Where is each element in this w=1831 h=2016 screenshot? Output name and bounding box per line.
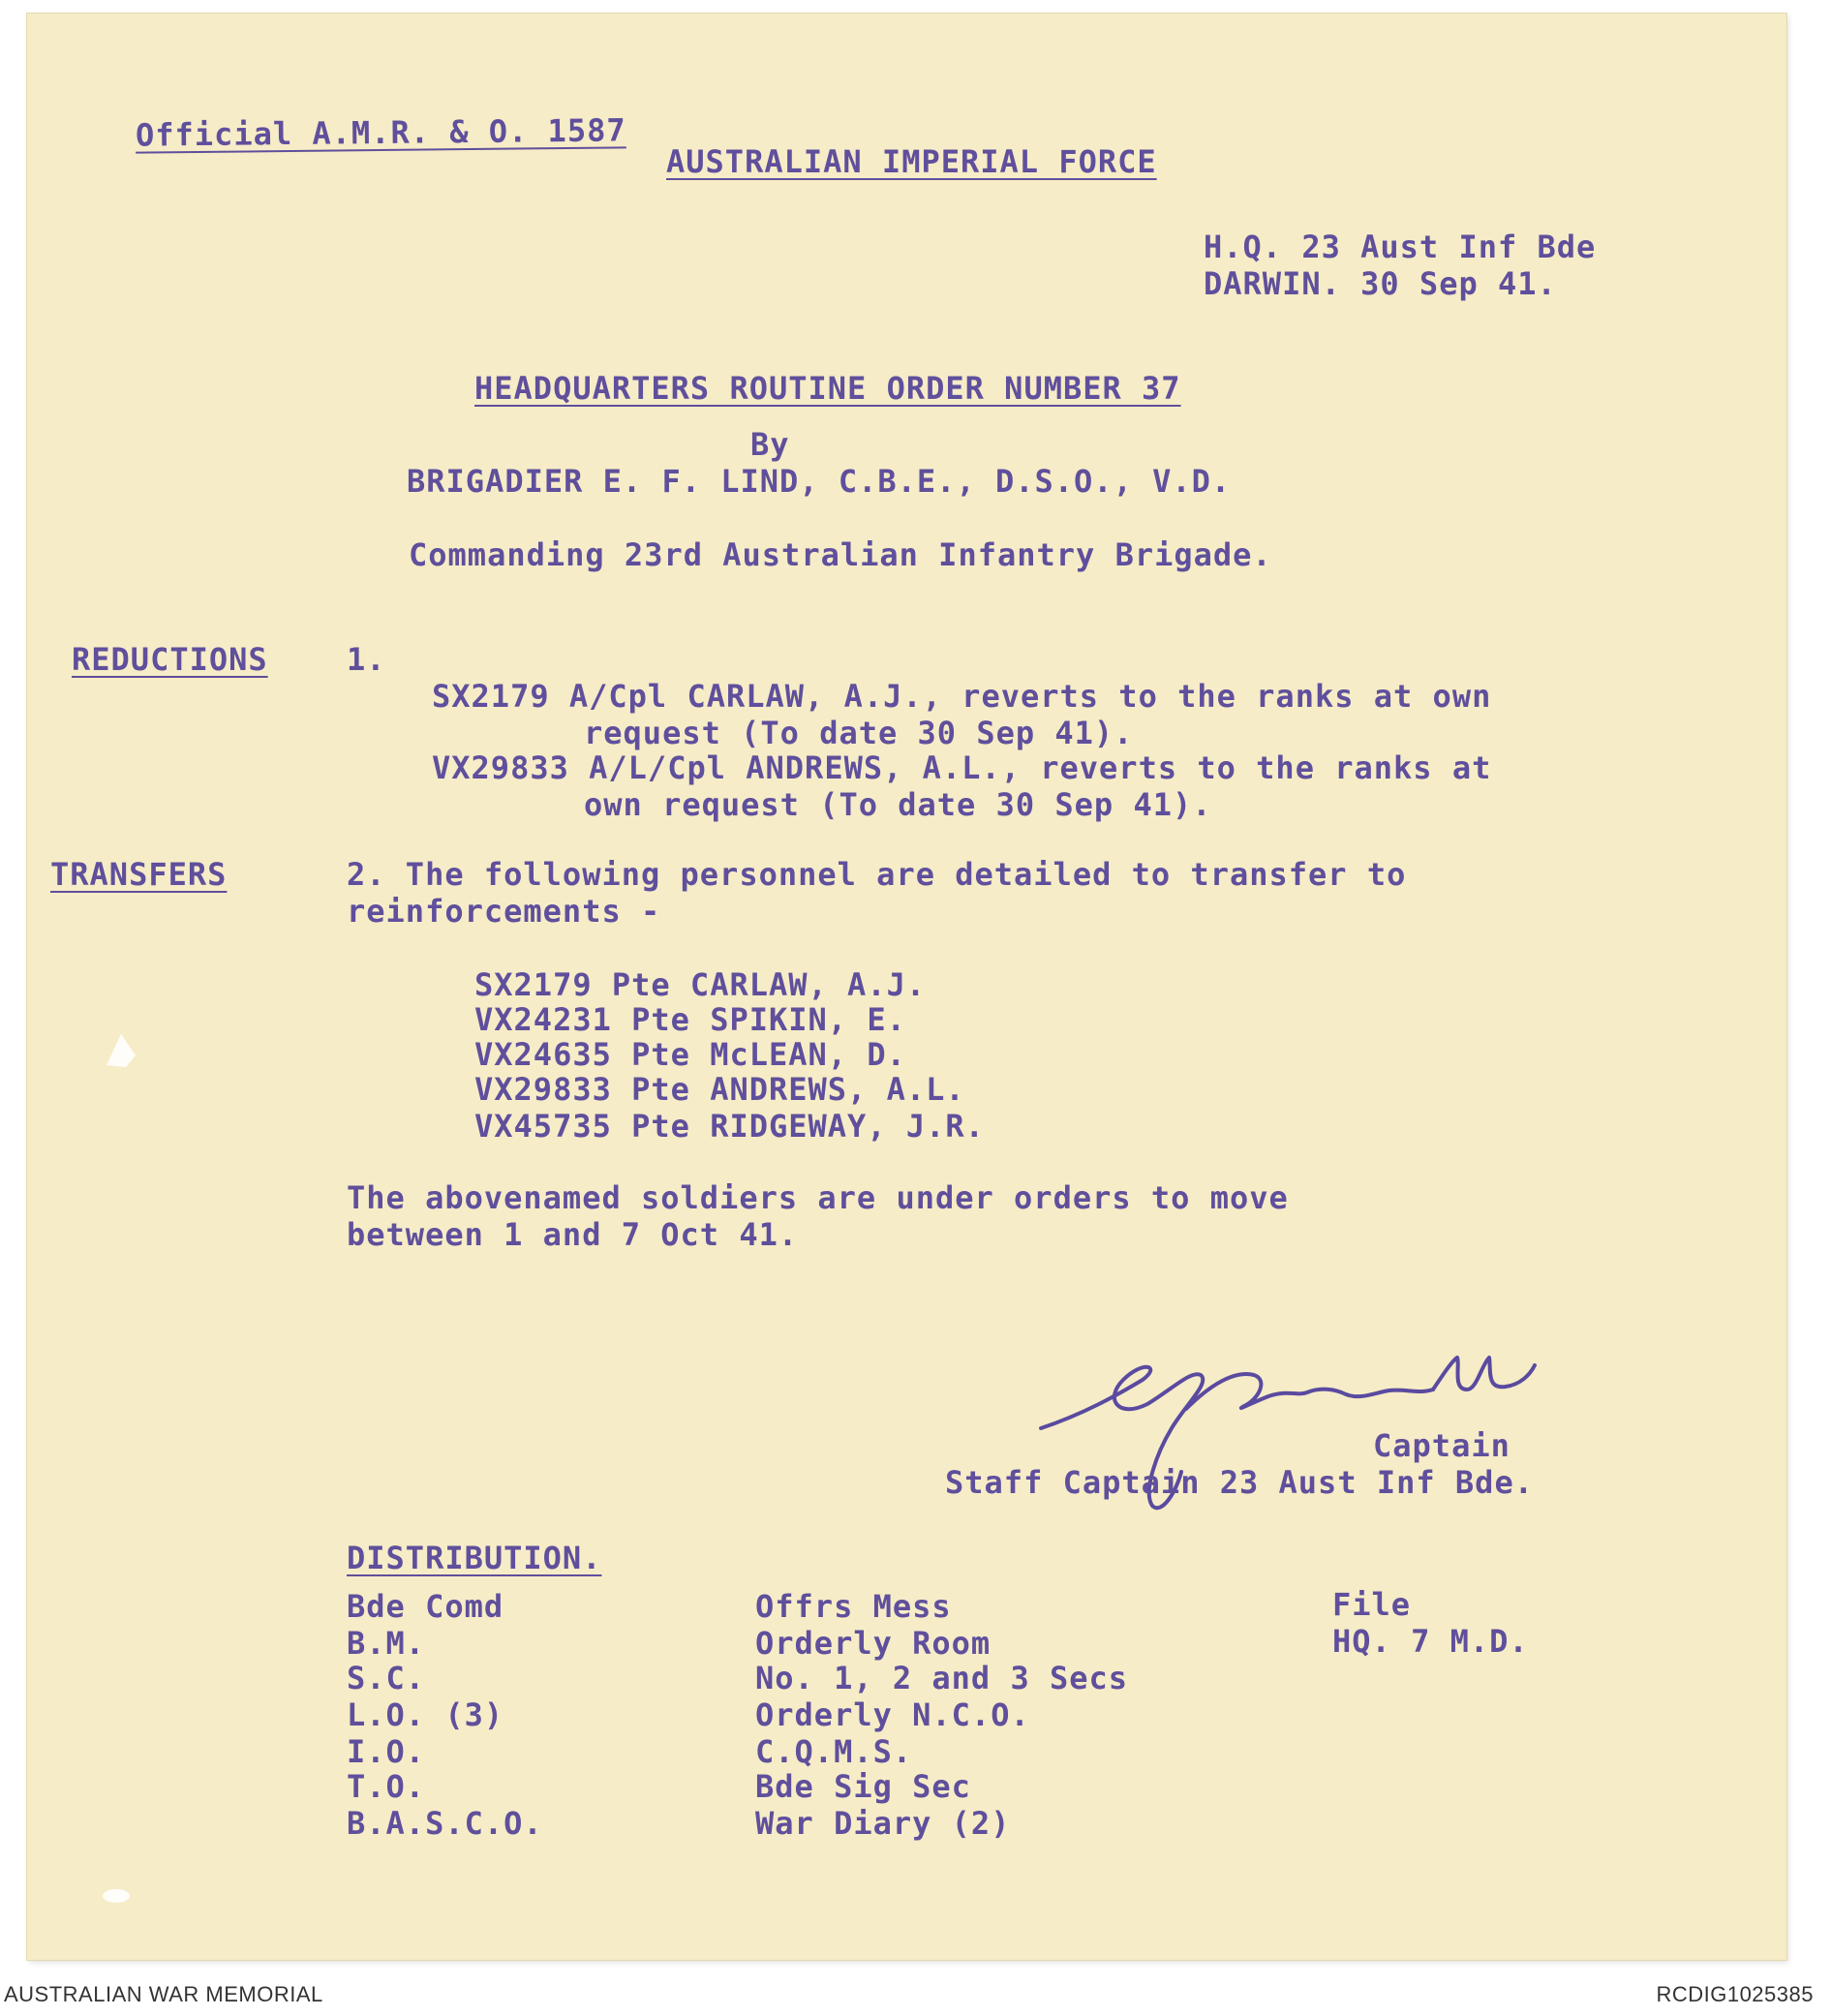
paper-blemish <box>97 1026 145 1075</box>
reduction-line: request (To date 30 Sep 41). <box>584 715 1134 751</box>
personnel-entry: VX24635 Pte McLEAN, D. <box>474 1036 906 1073</box>
place-date: DARWIN. 30 Sep 41. <box>1204 265 1557 302</box>
reductions-number: 1. <box>347 641 386 678</box>
distribution-label: DISTRIBUTION. <box>347 1540 602 1576</box>
distribution-item: File <box>1332 1586 1412 1623</box>
personnel-entry: VX24231 Pte SPIKIN, E. <box>474 1001 906 1038</box>
distribution-item: No. 1, 2 and 3 Secs <box>755 1660 1129 1696</box>
distribution-item: Bde Sig Sec <box>755 1768 971 1805</box>
personnel-entry: VX29833 Pte ANDREWS, A.L. <box>474 1071 965 1108</box>
transfers-label: TRANSFERS <box>50 856 228 893</box>
reduction-line: VX29833 A/L/Cpl ANDREWS, A.L., reverts to the ranks at <box>432 749 1492 786</box>
signatory-rank: Captain <box>1373 1427 1511 1464</box>
handwritten-signature <box>1026 1336 1607 1530</box>
personnel-entry: VX45735 Pte RIDGEWAY, J.R. <box>474 1108 985 1145</box>
brigadier-line: BRIGADIER E. F. LIND, C.B.E., D.S.O., V.D. <box>407 463 1232 500</box>
order-heading: HEADQUARTERS ROUTINE ORDER NUMBER 37 <box>474 370 1181 407</box>
distribution-item: C.Q.M.S. <box>755 1733 913 1770</box>
distribution-item: Orderly N.C.O. <box>755 1696 1030 1733</box>
commanding-line: Commanding 23rd Australian Infantry Brigade. <box>409 536 1272 573</box>
transfers-note: The abovenamed soldiers are under orders to move <box>347 1179 1289 1216</box>
force-title: AUSTRALIAN IMPERIAL FORCE <box>666 143 1157 180</box>
personnel-entry: SX2179 Pte CARLAW, A.J. <box>474 966 927 1003</box>
distribution-item: T.O. <box>347 1768 426 1805</box>
reduction-line: own request (To date 30 Sep 41). <box>584 786 1212 823</box>
distribution-item: Bde Comd <box>347 1588 504 1625</box>
hq-line: H.Q. 23 Aust Inf Bde <box>1204 229 1597 265</box>
distribution-item: Orderly Room <box>755 1625 992 1662</box>
transfers-note: between 1 and 7 Oct 41. <box>347 1216 799 1253</box>
reduction-line: SX2179 A/Cpl CARLAW, A.J., reverts to the ranks at own <box>432 678 1492 715</box>
archive-id: RCDIG1025385 <box>1656 1982 1814 2006</box>
distribution-item: B.M. <box>347 1625 426 1662</box>
distribution-item: S.C. <box>347 1660 426 1696</box>
transfers-intro: 2. The following personnel are detailed to transfer to <box>347 856 1407 893</box>
distribution-item: HQ. 7 M.D. <box>1332 1623 1529 1660</box>
distribution-item: War Diary (2) <box>755 1805 1011 1842</box>
paper-blemish <box>97 1884 136 1908</box>
distribution-item: Offrs Mess <box>755 1588 952 1625</box>
distribution-item: L.O. (3) <box>347 1696 504 1733</box>
distribution-item: I.O. <box>347 1733 426 1770</box>
reductions-label: REDUCTIONS <box>72 641 268 678</box>
file-reference: Official A.M.R. & O. 1587 <box>135 111 626 154</box>
archive-credit: AUSTRALIAN WAR MEMORIAL <box>4 1982 323 2006</box>
distribution-item: B.A.S.C.O. <box>347 1805 543 1842</box>
transfers-intro: reinforcements - <box>347 893 661 930</box>
signatory-appointment: Staff Captain 23 Aust Inf Bde. <box>945 1464 1534 1501</box>
by-line: By <box>750 426 790 463</box>
